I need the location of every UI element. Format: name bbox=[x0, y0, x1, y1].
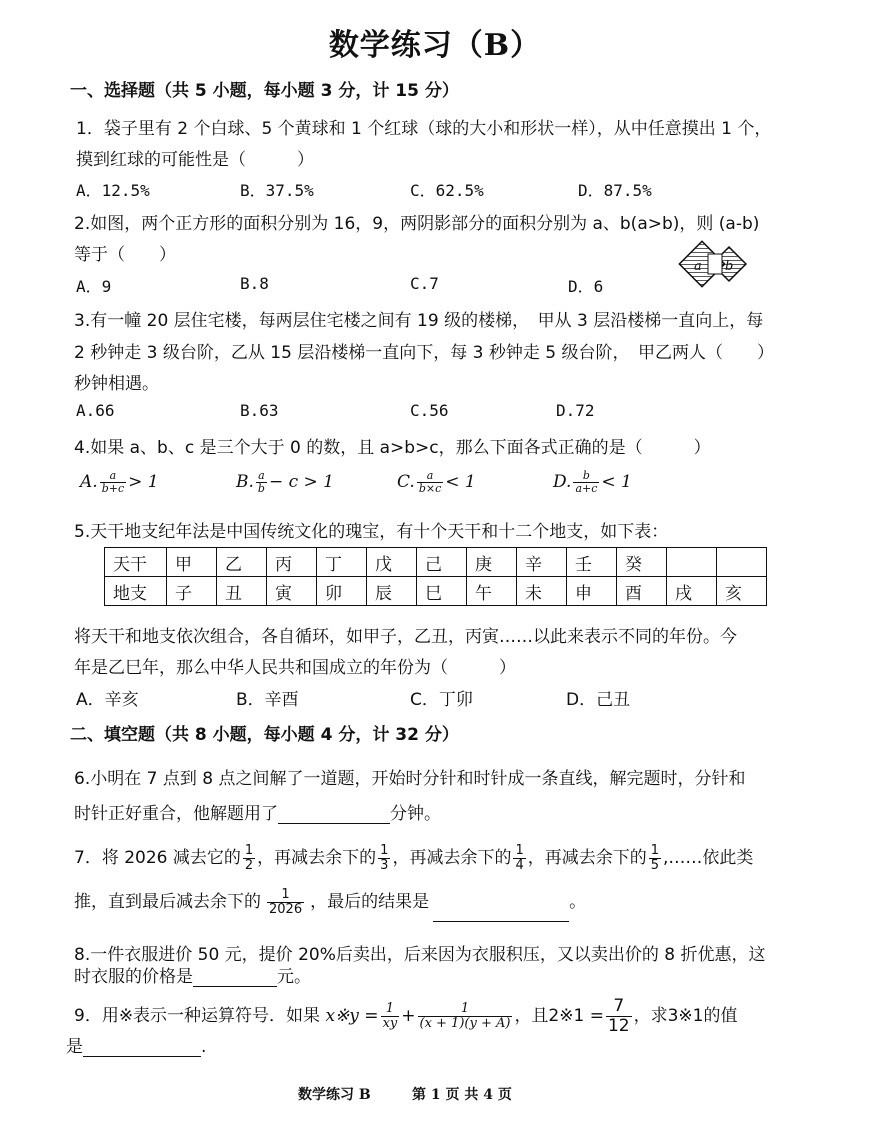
q4-option-c bbox=[397, 470, 476, 495]
section-heading-fill: 二、填空题（共 8 小题，每小题 4 分，计 32 分） bbox=[70, 725, 459, 745]
q7-frac3-num: 1 bbox=[515, 842, 524, 858]
page-title: 数学练习（B） bbox=[328, 28, 542, 63]
table-cell: 辰 bbox=[367, 577, 417, 606]
q9-line2-text: 是 bbox=[66, 1037, 83, 1057]
q5-option-b: B．辛酉 bbox=[236, 690, 299, 710]
q7-answer-blank[interactable] bbox=[433, 903, 569, 922]
table-cell: 未 bbox=[517, 577, 567, 606]
table-cell: 午 bbox=[467, 577, 517, 606]
q3-line2: 2 秒钟走 3 级台阶，乙从 15 层沿楼梯一直向下，每 3 秒钟走 5 级台阶， 甲乙两人（ ） bbox=[74, 343, 775, 363]
table-cell: 天干 bbox=[105, 548, 167, 577]
q9-frac1-num: 1 bbox=[385, 1000, 395, 1016]
q3-option-b: B.63 bbox=[240, 401, 279, 420]
q2-option-d: D．6 bbox=[568, 277, 604, 296]
q9-answer-blank[interactable] bbox=[83, 1038, 201, 1057]
q9-line2-end: . bbox=[201, 1037, 207, 1057]
q9-frac2-den: (x + 1)(y + A) bbox=[419, 1015, 511, 1031]
q7-line2 bbox=[74, 882, 586, 922]
q7-frac4-den: 5 bbox=[650, 857, 660, 873]
q4-option-d bbox=[553, 470, 632, 495]
table-cell: 寅 bbox=[267, 577, 317, 606]
table-cell: 卯 bbox=[317, 577, 367, 606]
q4-d-numerator: b bbox=[582, 469, 590, 482]
q2-option-c: C.7 bbox=[410, 274, 439, 293]
q1-option-d: D．87.5% bbox=[578, 181, 652, 200]
q7-frac3-den: 4 bbox=[515, 857, 524, 873]
q4-option-b bbox=[236, 470, 334, 495]
q4-b-denominator: b bbox=[257, 482, 265, 495]
q7-frac1-num: 1 bbox=[244, 842, 254, 858]
q8-line1: 8.一件衣服进价 50 元，提价 20%后卖出，后来因为衣服积压，又以卖出价的 8 折优惠，这 bbox=[74, 945, 766, 965]
q2-option-a: A．9 bbox=[76, 277, 112, 296]
q4-line1: 4.如果 a、b、c 是三个大于 0 的数，且 a>b>c，那么下面各式正确的是（ ） bbox=[74, 438, 711, 458]
q4-option-a-label: A. bbox=[80, 472, 98, 492]
q9-frac3-num: 7 bbox=[613, 995, 625, 1016]
q4-a-tail: > 1 bbox=[128, 472, 159, 492]
table-cell: 戌 bbox=[667, 577, 717, 606]
q4-option-c-label: C. bbox=[397, 472, 415, 492]
q8-line2 bbox=[74, 962, 311, 987]
overlap-region bbox=[708, 254, 722, 274]
q7-frac5-den: 2026 bbox=[269, 901, 303, 917]
q7-frac5-num: 1 bbox=[281, 886, 290, 902]
q4-c-numerator: a bbox=[426, 469, 434, 482]
q4-option-d-label: D. bbox=[553, 472, 572, 492]
q7-frac2-den: 3 bbox=[380, 857, 389, 873]
q1-line2: 摸到红球的可能性是（ ） bbox=[76, 150, 314, 170]
q5-option-c: C．丁卯 bbox=[410, 690, 473, 710]
q7-text-a: 7．将 2026 减去它的 bbox=[74, 848, 241, 868]
table-cell: 己 bbox=[417, 548, 467, 577]
q2-line1: 2.如图，两个正方形的面积分别为 16，9，两阴影部分的面积分别为 a、b(a>b)，则 (a-b) bbox=[74, 214, 760, 234]
ganzhi-table bbox=[104, 547, 767, 606]
table-row-dizhi bbox=[105, 577, 767, 606]
figure-label-a: a bbox=[694, 259, 702, 274]
q9-frac1-den: xy bbox=[382, 1015, 398, 1031]
q7-text-f: 推，直到最后减去余下的 bbox=[74, 892, 261, 912]
q9-line2 bbox=[66, 1032, 206, 1057]
q8-answer-blank[interactable] bbox=[193, 968, 277, 987]
q9-text-a: 9．用※表示一种运算符号．如果 bbox=[74, 1006, 321, 1026]
q5-line1: 5.天干地支纪年法是中国传统文化的瑰宝，有十个天干和十二个地支，如下表： bbox=[74, 522, 669, 542]
q1-option-b: B．37.5% bbox=[240, 181, 314, 200]
q6-line2-unit: 分钟。 bbox=[390, 804, 441, 824]
q3-option-d: D.72 bbox=[556, 401, 595, 420]
table-cell: 巳 bbox=[417, 577, 467, 606]
q7-text-b: ，再减去余下的 bbox=[257, 848, 377, 868]
q7-text-e: ,……依此类 bbox=[663, 848, 754, 868]
q6-line2 bbox=[74, 799, 441, 824]
table-cell: 壬 bbox=[567, 548, 617, 577]
q7-frac4-num: 1 bbox=[650, 842, 660, 858]
q7-text-c: ，再减去余下的 bbox=[392, 848, 512, 868]
section-heading-choice: 一、选择题（共 5 小题，每小题 3 分，计 15 分） bbox=[70, 81, 459, 101]
q4-option-b-label: B. bbox=[236, 472, 254, 492]
table-cell: 癸 bbox=[617, 548, 667, 577]
q4-a-denominator: b+c bbox=[101, 482, 125, 495]
table-cell bbox=[667, 548, 717, 577]
table-cell: 子 bbox=[167, 577, 217, 606]
figure-label-b: b bbox=[725, 259, 734, 274]
table-cell: 甲 bbox=[167, 548, 217, 577]
table-cell: 乙 bbox=[217, 548, 267, 577]
q4-d-denominator: a+c bbox=[575, 482, 598, 495]
q7-frac1-den: 2 bbox=[244, 857, 254, 873]
q9-lhs: x※y = bbox=[325, 1006, 379, 1026]
q5-line2: 将天干和地支依次组合，各自循环，如甲子，乙丑，丙寅……以此来表示不同的年份。今 bbox=[74, 627, 737, 647]
q6-line1: 6.小明在 7 点到 8 点之间解了一道题，开始时分针和时针成一条直线，解完题时，分针和 bbox=[74, 769, 746, 789]
q7-frac2-num: 1 bbox=[380, 842, 389, 858]
q3-option-c: C.56 bbox=[410, 401, 449, 420]
table-cell: 戊 bbox=[367, 548, 417, 577]
q9-text-b: ，且2※1 = bbox=[514, 1006, 604, 1026]
q3-option-a: A.66 bbox=[76, 401, 115, 420]
q4-option-a bbox=[80, 470, 159, 495]
q4-b-tail: − c > 1 bbox=[268, 472, 334, 492]
q1-line1: 1．袋子里有 2 个白球、5 个黄球和 1 个红球（球的大小和形状一样），从中任意摸出 1 个， bbox=[76, 119, 772, 139]
table-cell: 亥 bbox=[717, 577, 767, 606]
table-cell: 辛 bbox=[517, 548, 567, 577]
table-cell: 酉 bbox=[617, 577, 667, 606]
q8-line2-unit: 元。 bbox=[277, 967, 311, 987]
q5-line3: 年是乙巳年，那么中华人民共和国成立的年份为（ ） bbox=[74, 658, 516, 678]
q4-a-numerator: a bbox=[109, 469, 117, 482]
q9-frac2-num: 1 bbox=[460, 1000, 470, 1016]
table-cell: 丙 bbox=[267, 548, 317, 577]
two-squares-figure bbox=[672, 236, 762, 292]
q9-plus: + bbox=[401, 1006, 416, 1026]
q4-d-tail: < 1 bbox=[601, 472, 632, 492]
q7-text-d: ，再减去余下的 bbox=[527, 848, 647, 868]
table-cell: 庚 bbox=[467, 548, 517, 577]
q4-c-denominator: b×c bbox=[418, 482, 442, 495]
footer-page-number: 第 1 页 共 4 页 bbox=[412, 1087, 512, 1103]
table-cell: 地支 bbox=[105, 577, 167, 606]
q7-text-h: 。 bbox=[569, 892, 587, 912]
q3-line1: 3.有一幢 20 层住宅楼，每两层住宅楼之间有 19 级的楼梯， 甲从 3 层沿楼梯一直向上，每 bbox=[74, 311, 764, 331]
q6-line2-text: 时针正好重合，他解题用了 bbox=[74, 804, 278, 824]
q3-line3: 秒钟相遇。 bbox=[74, 374, 159, 394]
q5-option-a: A．辛亥 bbox=[76, 690, 139, 710]
q7-text-g: ，最后的结果是 bbox=[310, 892, 430, 912]
q6-answer-blank[interactable] bbox=[278, 805, 390, 824]
table-cell bbox=[717, 548, 767, 577]
q5-option-d: D．己丑 bbox=[566, 690, 631, 710]
q4-b-numerator: a bbox=[258, 469, 265, 482]
q8-line2-text: 时衣服的价格是 bbox=[74, 967, 193, 987]
footer-title: 数学练习 B bbox=[298, 1087, 371, 1103]
table-cell: 丁 bbox=[317, 548, 367, 577]
q4-c-tail: < 1 bbox=[445, 472, 476, 492]
q1-option-c: C．62.5% bbox=[410, 181, 484, 200]
table-row-tiangan bbox=[105, 548, 767, 577]
q7-line1 bbox=[74, 838, 753, 878]
q1-option-a: A．12.5% bbox=[76, 181, 150, 200]
q2-line2: 等于（ ） bbox=[74, 245, 176, 265]
q2-option-b: B.8 bbox=[240, 274, 269, 293]
table-cell: 丑 bbox=[217, 577, 267, 606]
q9-frac3-den: 12 bbox=[607, 1015, 630, 1036]
q9-text-c: ，求3※1的值 bbox=[633, 1006, 738, 1026]
table-cell: 申 bbox=[567, 577, 617, 606]
